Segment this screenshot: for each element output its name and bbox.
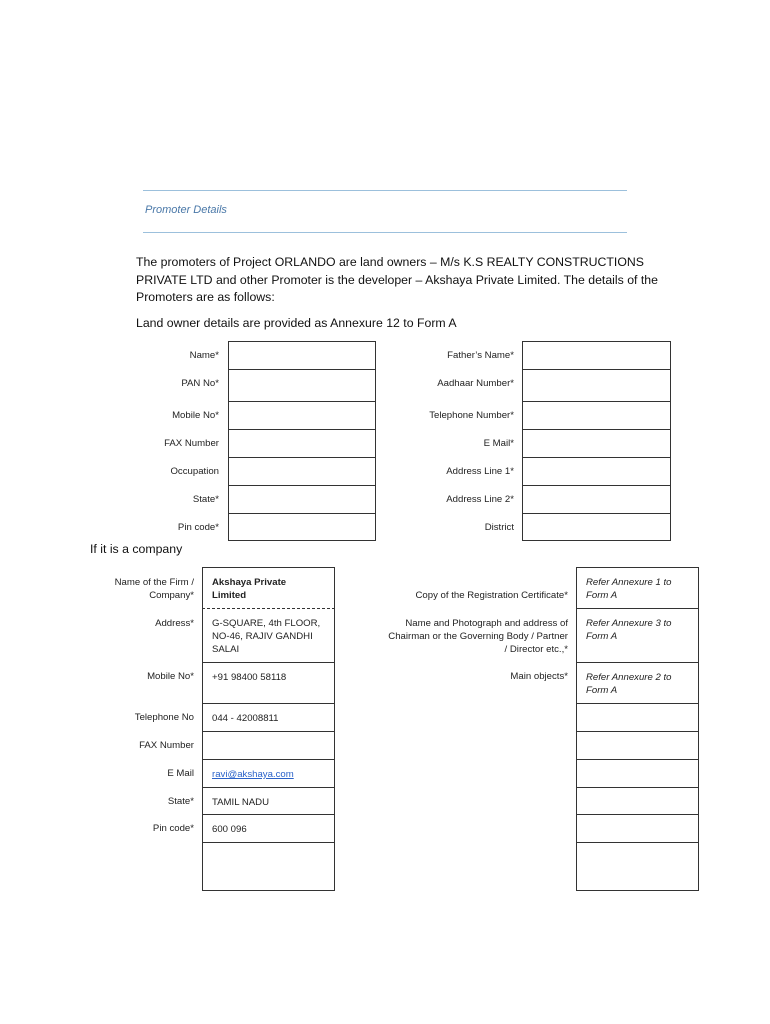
company-label: State* xyxy=(167,796,194,807)
company-label: Name of the Firm / Company* xyxy=(114,577,194,601)
row-divider xyxy=(576,787,699,788)
company-label: Address* xyxy=(155,618,194,629)
field-label: Telephone Number* xyxy=(429,410,514,421)
company-label: Mobile No* xyxy=(147,671,194,682)
pincode-input[interactable] xyxy=(228,513,376,541)
pincode-value[interactable]: 600 096 xyxy=(212,824,247,835)
top-rule xyxy=(143,190,627,191)
name-input[interactable] xyxy=(228,341,376,370)
intro-line: Promoters are as follows: xyxy=(136,290,275,304)
field-label: FAX Number xyxy=(164,438,219,449)
field-label: Address Line 1* xyxy=(446,466,514,477)
fax-input[interactable] xyxy=(228,429,376,458)
address-value[interactable]: G-SQUARE, 4th FLOOR, NO-46, RAJIV GANDHI SALAI xyxy=(212,618,321,655)
row-divider xyxy=(202,842,335,843)
email-input[interactable] xyxy=(522,429,671,458)
field-label: PAN No* xyxy=(181,378,219,389)
email-value[interactable] xyxy=(203,760,334,781)
row-divider xyxy=(576,814,699,815)
registration-certificate-value[interactable]: Refer Annexure 1 to Form A xyxy=(586,577,672,601)
company-label: Name and Photograph and address of Chairman or the Governing Body / Partner / Director etc.,* xyxy=(388,618,568,655)
fax-value[interactable] xyxy=(203,732,334,758)
company-label: Pin code* xyxy=(152,823,194,834)
company-label: E Mail xyxy=(167,768,194,779)
telephone-value[interactable]: 044 - 42008811 xyxy=(212,713,279,724)
field-label: Occupation xyxy=(170,466,219,477)
field-label: Pin code* xyxy=(177,522,219,533)
annexure-note: Land owner details are provided as Annexure 12 to Form A xyxy=(136,316,457,330)
main-objects-value[interactable]: Refer Annexure 2 to Form A xyxy=(586,672,672,696)
bottom-rule xyxy=(143,232,627,233)
company-label: Main objects* xyxy=(510,671,568,682)
field-label: Address Line 2* xyxy=(446,494,514,505)
row-divider xyxy=(576,703,699,704)
occupation-input[interactable] xyxy=(228,457,376,486)
intro-line: The promoters of Project ORLANDO are land owners – M/s K.S REALTY CONSTRUCTIONS xyxy=(136,255,644,269)
row-divider xyxy=(576,731,699,732)
mobile-input[interactable] xyxy=(228,401,376,430)
address-line1-input[interactable] xyxy=(522,457,671,486)
field-label: Name* xyxy=(189,350,219,361)
field-label: Mobile No* xyxy=(172,410,219,421)
aadhaar-input[interactable] xyxy=(522,369,671,402)
section-title: Promoter Details xyxy=(145,204,227,216)
mobile-value[interactable]: +91 98400 58118 xyxy=(212,672,287,683)
row-divider xyxy=(576,759,699,760)
state-value[interactable]: TAMIL NADU xyxy=(212,797,270,808)
company-label: Copy of the Registration Certificate* xyxy=(415,590,568,601)
company-label: Telephone No xyxy=(134,712,194,723)
fathers-name-input[interactable] xyxy=(522,341,671,370)
state-input[interactable] xyxy=(228,485,376,514)
telephone-input[interactable] xyxy=(522,401,671,430)
pan-input[interactable] xyxy=(228,369,376,402)
address-line2-input[interactable] xyxy=(522,485,671,514)
company-label: FAX Number xyxy=(139,740,194,751)
intro-line: PRIVATE LTD and other Promoter is the developer – Akshaya Private Limited. The details of the xyxy=(136,272,658,287)
district-input[interactable] xyxy=(522,513,671,541)
field-label: E Mail* xyxy=(483,438,514,449)
firm-name-value[interactable]: Akshaya Private Limited xyxy=(212,577,287,601)
field-label: Aadhaar Number* xyxy=(437,378,514,389)
field-label: State* xyxy=(192,494,219,505)
row-divider xyxy=(576,842,699,843)
field-label: District xyxy=(484,522,514,533)
intro-paragraph xyxy=(136,254,696,307)
chairman-details-value[interactable]: Refer Annexure 3 to Form A xyxy=(586,618,672,642)
field-label: Father’s Name* xyxy=(447,350,514,361)
company-section-title: If it is a company xyxy=(90,542,183,556)
email-link[interactable]: ravi@akshaya.com xyxy=(212,769,294,780)
